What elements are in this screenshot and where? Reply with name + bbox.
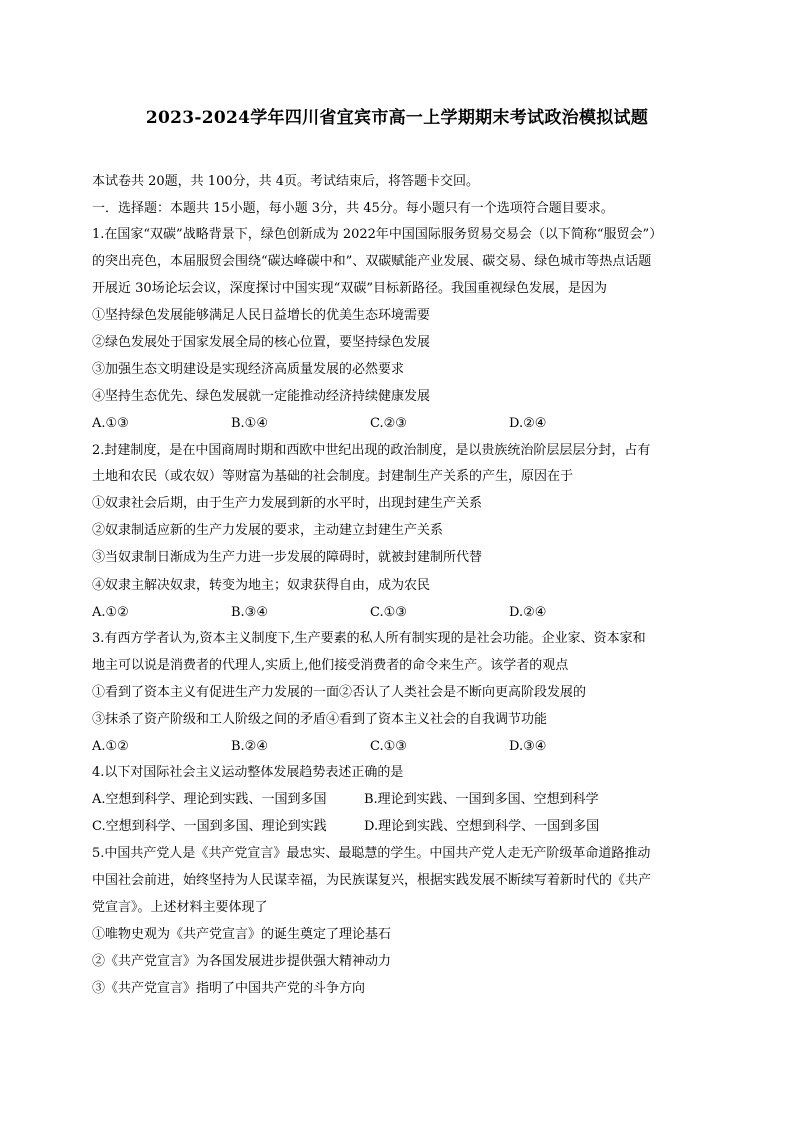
q4-option-b[interactable]: B.理论到实践、一国到多国、空想到科学	[364, 792, 599, 807]
q2-stem-line: 土地和农民（或农奴）等财富为基础的社会制度。封建制生产关系的产生，原因在于	[92, 469, 574, 484]
q2-statement: ④奴隶主解决奴隶，转变为地主；奴隶获得自由，成为农民	[92, 578, 431, 593]
q2-statement: ①奴隶社会后期，由于生产力发展到新的水平时，出现封建生产关系	[92, 496, 483, 511]
q1-stem-line: 的突出亮色，本届服贸会围绕“碳达峰碳中和”、双碳赋能产业发展、碳交易、绿色城市等热点话题	[92, 254, 652, 269]
q3-statement: ③抹杀了资产阶级和工人阶级之间的矛盾④看到了资本主义社会的自我调节功能	[92, 712, 548, 727]
q5-stem-line: 中国社会前进，始终坚持为人民谋幸福，为民族谋复兴，根据实践发展不断续写着新时代的《共产	[92, 873, 652, 888]
q2-option-d[interactable]: D.②④	[509, 605, 547, 620]
q3-statement: ①看到了资本主义有促进生产力发展的一面②否认了人类社会是不断向更高阶段发展的	[92, 685, 587, 700]
q5-statement: ①唯物史观为《共产党宣言》的诞生奠定了理论基石	[92, 927, 392, 942]
q2-statement: ②奴隶制适应新的生产力发展的要求，主动建立封建生产关系	[92, 523, 444, 538]
q5-stem-line: 5.中国共产党人是《共产党宣言》最忠实、最聪慧的学生。中国共产党人走无产阶级革命道路推动	[92, 846, 651, 861]
q1-statement: ③加强生态文明建设是实现经济高质量发展的必然要求	[92, 362, 405, 377]
q2-option-a[interactable]: A.①②	[92, 605, 129, 620]
q1-stem-line: 开展近 30场论坛会议，深度探讨中国实现“双碳”目标新路径。我国重视绿色发展，是因为	[92, 281, 607, 296]
q3-option-d[interactable]: D.③④	[509, 739, 547, 754]
q1-statement: ①坚持绿色发展能够满足人民日益增长的优美生态环境需要	[92, 308, 431, 323]
exam-intro: 本试卷共 20题，共 100分，共 4页。考试结束后，将答题卡交回。	[92, 174, 480, 189]
q4-option-a[interactable]: A.空想到科学、理论到实践、一国到多国	[92, 792, 327, 807]
section-heading: 一．选择题：本题共 15小题，每小题 3分，共 45分。每小题只有一个选项符合题目要求。	[92, 201, 614, 216]
q1-statement: ②绿色发展处于国家发展全局的核心位置，要坚持绿色发展	[92, 335, 431, 350]
q4-option-c[interactable]: C.空想到科学、一国到多国、理论到实践	[92, 819, 327, 834]
q1-option-b[interactable]: B.①④	[231, 416, 268, 431]
q2-stem-line: 2.封建制度，是在中国商周时期和西欧中世纪出现的政治制度，是以贵族统治阶层层层分封，占有	[92, 443, 651, 458]
q1-stem-line: 1.在国家“双碳”战略背景下，绿色创新成为 2022年中国国际服务贸易交易会（以下简称“服贸会”）	[92, 227, 663, 242]
q4-option-d[interactable]: D.理论到实践、空想到科学、一国到多国	[364, 819, 600, 834]
q2-option-b[interactable]: B.③④	[231, 605, 268, 620]
q3-option-c[interactable]: C.①③	[370, 739, 407, 754]
q1-option-d[interactable]: D.②④	[509, 416, 547, 431]
q5-stem-line: 党宣言》。上述材料主要体现了	[92, 900, 268, 915]
q4-stem-line: 4.以下对国际社会主义运动整体发展趋势表述正确的是	[92, 765, 404, 780]
q2-option-c[interactable]: C.①③	[370, 605, 407, 620]
q1-option-c[interactable]: C.②③	[370, 416, 407, 431]
q1-statement: ④坚持生态优先、绿色发展就一定能推动经济持续健康发展	[92, 389, 431, 404]
q2-statement: ③当奴隶制日渐成为生产力进一步发展的障碍时，就被封建制所代替	[92, 550, 483, 565]
page-title: 2023-2024学年四川省宜宾市高一上学期期末考试政治模拟试题	[145, 108, 649, 128]
q3-stem-line: 3.有西方学者认为,资本主义制度下,生产要素的私人所有制实现的是社会功能。企业家、资本家和	[92, 631, 646, 646]
q3-option-b[interactable]: B.②④	[231, 739, 268, 754]
q3-option-a[interactable]: A.①②	[92, 739, 129, 754]
q1-option-a[interactable]: A.①③	[92, 416, 129, 431]
q5-statement: ②《共产党宣言》为各国发展进步提供强大精神动力	[92, 954, 392, 969]
q3-stem-line: 地主可以说是消费者的代理人,实质上,他们接受消费者的命令来生产。该学者的观点	[92, 658, 569, 673]
q5-statement: ③《共产党宣言》指明了中国共产党的斗争方向	[92, 981, 366, 996]
